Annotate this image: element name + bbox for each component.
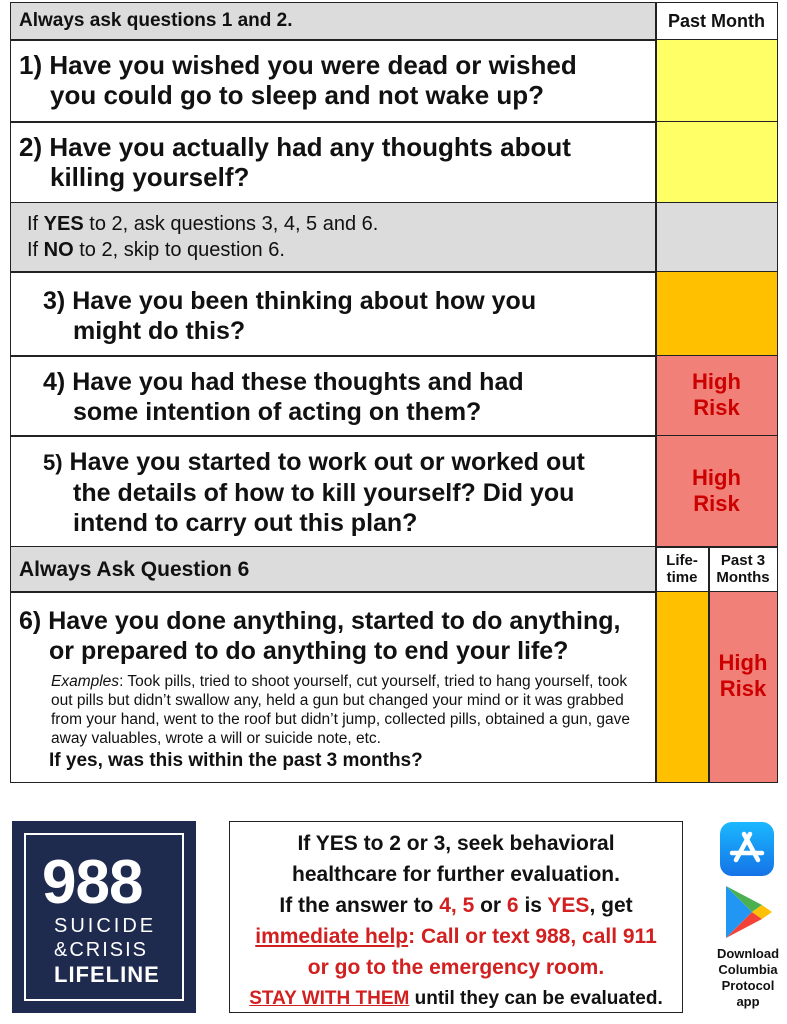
lifeline-logo (12, 821, 196, 1013)
question-3-line1: Have you been thinking about how you (72, 287, 537, 315)
advice-line6-b: until they can be evaluated. (409, 988, 663, 1009)
advice-line3-b: 4, 5 (439, 894, 475, 917)
advice-immediate-help: immediate help (255, 925, 409, 948)
header-timeframe: Past Month (668, 11, 765, 31)
lifeline-number: 988 (42, 848, 143, 917)
question-6-lifetime-cell[interactable] (656, 592, 708, 782)
question-6-line2: or prepared to do anything to end your life? (49, 637, 569, 665)
column-past3-line1: Past 3 (720, 552, 766, 569)
column-lifetime-header (656, 547, 708, 591)
download-caption-line2: Columbia (718, 962, 778, 977)
question-6-number: 6) (19, 607, 42, 635)
download-caption-line3: Protocol (721, 978, 775, 993)
header-instruction-cell (11, 3, 656, 39)
question-3-number: 3) (43, 287, 66, 315)
advice-line3-a: If the answer to (279, 894, 440, 917)
question-4-line1: Have you had these thoughts and had (72, 368, 524, 396)
advice-box (229, 821, 683, 1013)
question-5-line3: intend to carry out this plan? (73, 509, 418, 537)
advice-line1: If YES to 2 or 3, seek behavioral (297, 832, 615, 855)
question-6-risk-high: High (718, 650, 768, 675)
question-2-number: 2) (19, 132, 43, 162)
app-store-icon[interactable] (720, 822, 774, 876)
advice-line3 (230, 890, 682, 921)
question-5 (11, 436, 656, 546)
column-lifetime-line2: time (666, 569, 698, 586)
branch-line1-yes: YES (43, 213, 84, 235)
advice-line6 (230, 983, 682, 1014)
download-caption-line4: app (736, 994, 760, 1009)
question-6-risk-label: Risk (719, 676, 767, 701)
lifeline-line2: &CRISIS (54, 939, 149, 961)
question-5-number: 5) (43, 450, 63, 475)
question-6-header-cell (11, 547, 656, 591)
question-4-number: 4) (43, 368, 66, 396)
branch-instruction (11, 203, 777, 271)
advice-stay-with-them: STAY WITH THEM (249, 988, 410, 1009)
column-past-3-months-header (709, 547, 777, 591)
branch-line2-rest: to 2, skip to question 6. (73, 239, 285, 261)
question-3-line2: might do this? (73, 317, 246, 345)
lifeline-line3: LIFELINE (54, 962, 160, 987)
question-1-line2: you could go to sleep and not wake up? (50, 80, 545, 110)
branch-line1-prefix: If (27, 213, 44, 235)
question-4 (11, 356, 656, 435)
question-6 (11, 592, 656, 782)
question-5-line1: Have you started to work out or worked out (69, 448, 585, 476)
question-6-examples (51, 672, 651, 748)
download-caption (700, 946, 787, 1010)
advice-line5: or go to the emergency room. (307, 956, 605, 979)
question-3-response-cell[interactable] (656, 272, 777, 355)
column-past3-line2: Months (716, 569, 770, 586)
screener-table (10, 2, 778, 783)
branch-line2-no: NO (43, 239, 74, 261)
advice-line3-g: , get (589, 894, 633, 917)
question-6-followup: If yes, was this within the past 3 months? (49, 750, 423, 771)
lifeline-line1: SUICIDE (54, 915, 157, 937)
question-2 (11, 122, 656, 202)
advice-line3-e: is (518, 894, 548, 917)
question-1 (11, 40, 656, 121)
question-5-risk-high: High (692, 465, 741, 490)
question-1-response-cell[interactable] (656, 40, 777, 121)
question-4-line2: some intention of acting on them? (73, 398, 482, 426)
question-2-line1: Have you actually had any thoughts about (49, 132, 571, 162)
advice-line4 (230, 921, 682, 952)
advice-line2: healthcare for further evaluation. (292, 863, 620, 886)
question-4-risk-label: Risk (693, 395, 740, 420)
branch-line2-prefix: If (27, 239, 44, 261)
column-lifetime-line1: Life- (666, 552, 698, 569)
question-4-risk-high: High (692, 369, 741, 394)
question-2-response-cell[interactable] (656, 122, 777, 202)
advice-line3-f: YES (547, 894, 590, 917)
question-5-line2: the details of how to kill yourself? Did you (73, 479, 575, 507)
question-6-examples-label: Examples (51, 673, 120, 690)
question-6-examples-text: : Took pills, tried to shoot yourself, cut yourself, tried to hang yourself, took out pills but didn’t swallow any, held a gun but changed your mind or it was grabbed from your hand, went to the roof but didn’t jump, collected pills, obtained a gun, gave away valuables, wrote a will or suicide note, etc. (51, 673, 631, 747)
question-1-number: 1) (19, 50, 43, 80)
header-instruction: Always ask questions 1 and 2. (19, 10, 293, 31)
question-6-line1: Have you done anything, started to do anything, (48, 607, 621, 635)
download-caption-line1: Download (716, 946, 780, 961)
play-store-icon[interactable] (722, 884, 774, 940)
branch-line1-rest: to 2, ask questions 3, 4, 5 and 6. (83, 213, 379, 235)
question-1-line1: Have you wished you were dead or wished (49, 50, 577, 80)
advice-line3-c: or (474, 894, 507, 917)
question-5-risk-label: Risk (693, 491, 740, 516)
header-timeframe-cell (656, 3, 777, 39)
question-5-risk-cell[interactable] (656, 436, 777, 546)
question-3 (11, 272, 656, 355)
question-6-header: Always Ask Question 6 (19, 558, 250, 581)
advice-line4-b: : Call or text 988, call 911 (408, 925, 657, 948)
question-2-line2: killing yourself? (50, 162, 250, 192)
question-4-risk-cell[interactable] (656, 356, 777, 435)
question-6-past-3-months-cell[interactable] (709, 592, 777, 782)
advice-line3-d: 6 (506, 894, 519, 917)
